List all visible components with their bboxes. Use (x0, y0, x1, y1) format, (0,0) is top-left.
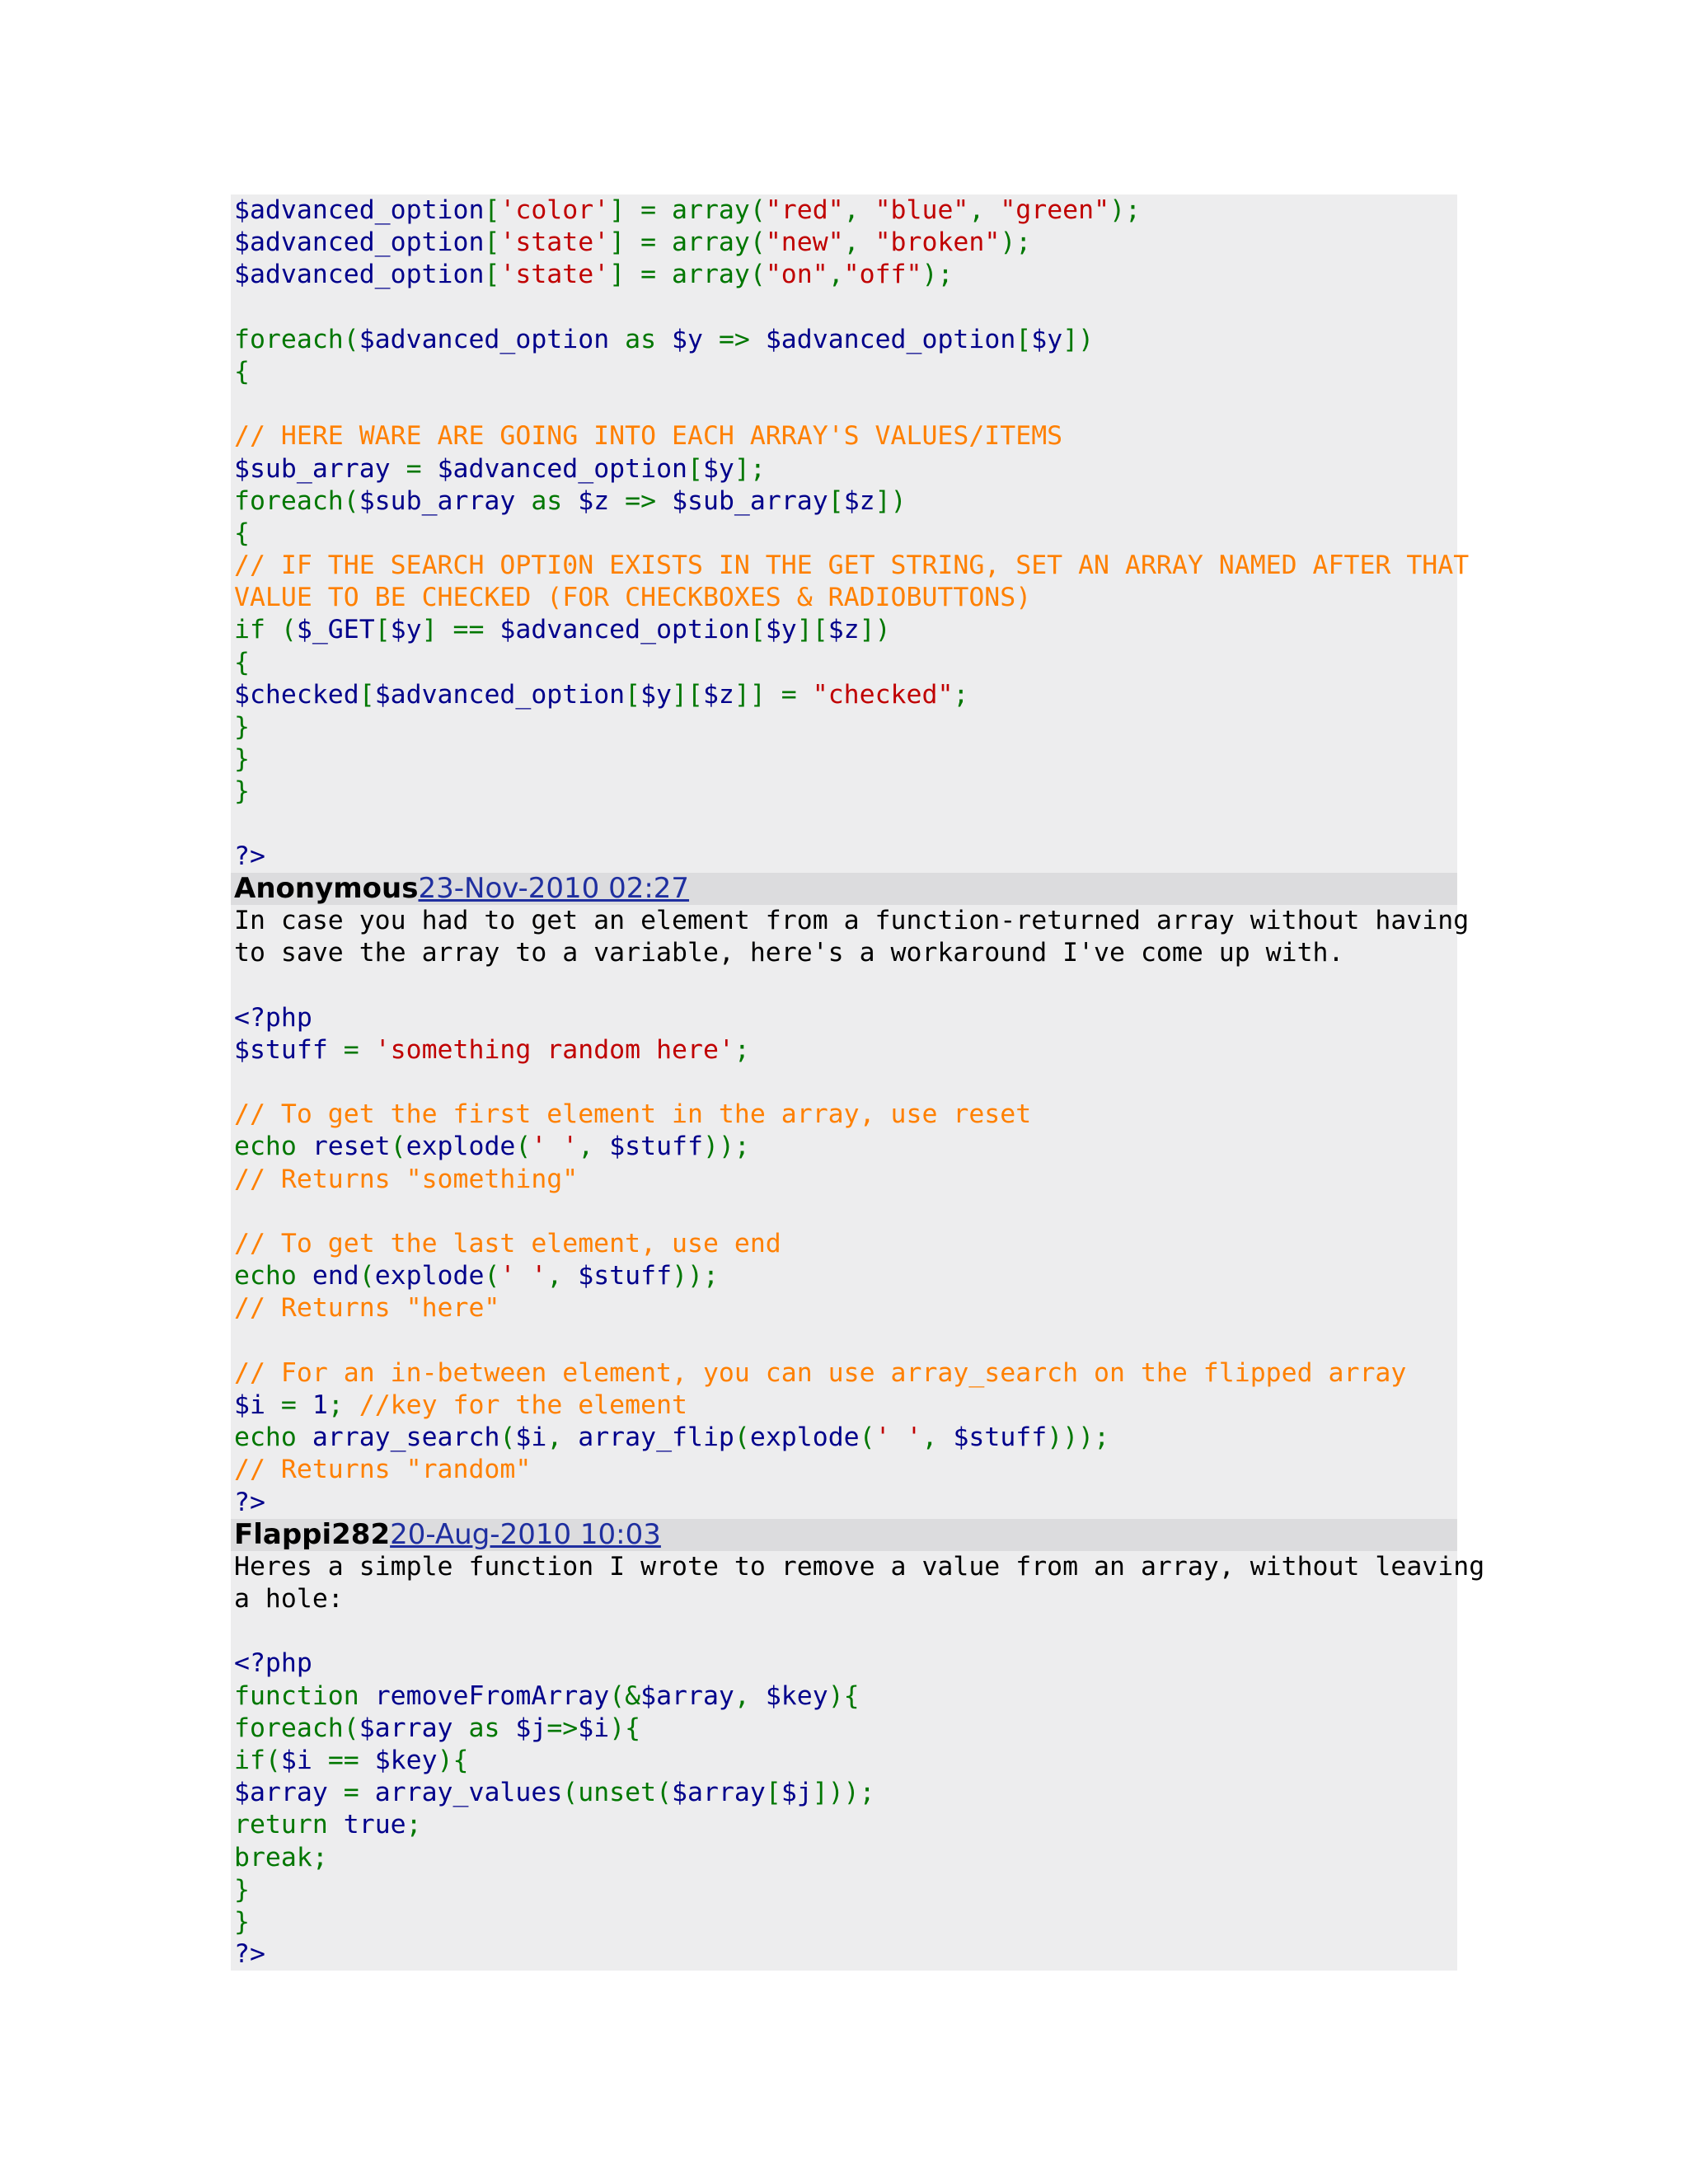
code-line (234, 1357, 1457, 1390)
code-token-default: $z (828, 615, 860, 645)
code-line (234, 1325, 1457, 1357)
code-token-default: $i (280, 1746, 328, 1775)
note-code (231, 1002, 1457, 1519)
code-token-keyword: { (234, 356, 250, 387)
code-token-keyword: } (234, 744, 250, 775)
code-token-keyword: , (578, 1132, 610, 1162)
code-token-default: removeFromArray (374, 1680, 610, 1711)
code-token-keyword: ]; (734, 453, 766, 484)
code-token-default: $checked (234, 679, 359, 710)
code-token-keyword: ]) (1062, 324, 1095, 354)
code-token-keyword: ){ (828, 1680, 860, 1711)
code-line (234, 1164, 1457, 1196)
text-line (234, 970, 1457, 1002)
code-line (234, 453, 1457, 485)
code-line (234, 420, 1457, 452)
code-token-default: $advanced_option (437, 453, 687, 484)
code-token-default: $z (702, 679, 734, 710)
code-token-keyword: ( (359, 1261, 375, 1291)
code-token-keyword: ))); (1047, 1422, 1110, 1453)
code-token-keyword: ){ (437, 1746, 469, 1775)
code-token-keyword: , (843, 227, 875, 258)
code-token-default: $key (374, 1746, 438, 1775)
code-token-default: $array (640, 1680, 734, 1711)
code-token-keyword: ; (953, 679, 969, 710)
code-line (234, 518, 1457, 550)
code-token-keyword: (& (609, 1680, 641, 1711)
code-token-keyword: { (234, 518, 250, 548)
code-token-keyword: => (546, 1713, 579, 1743)
code-line (234, 711, 1457, 743)
code-token-keyword: ] == (421, 615, 500, 645)
code-token-string: "checked" (812, 679, 954, 710)
code-token-keyword: [ (484, 227, 500, 258)
code-token-keyword: { (234, 647, 250, 677)
code-token-keyword: [ (1015, 324, 1032, 354)
code-token-keyword: (unset( (562, 1778, 673, 1808)
code-token-keyword: } (234, 1906, 250, 1937)
code-token-string: 'state' (499, 260, 610, 290)
code-token-default: $stuff (234, 1034, 344, 1065)
code-token-keyword: , (546, 1261, 579, 1291)
code-token-keyword: ]) (859, 615, 891, 645)
code-token-default: $array (234, 1778, 344, 1808)
code-token-default: ?> (234, 841, 265, 871)
code-token-default: $stuff (953, 1422, 1048, 1453)
code-token-keyword: = (406, 453, 438, 484)
code-token-default: $advanced_option (765, 324, 1016, 354)
code-token-default: $advanced_option (234, 195, 485, 225)
code-token-default: <?php (234, 1002, 312, 1033)
code-token-keyword: ); (1000, 227, 1032, 258)
code-token-string: "on" (765, 260, 828, 290)
code-token-keyword: [ (625, 679, 641, 710)
code-token-keyword: , (734, 1680, 766, 1711)
code-token-keyword: = (343, 1778, 375, 1808)
code-token-keyword: echo (234, 1132, 312, 1162)
code-token-comment: // To get the last element, use end (234, 1229, 781, 1258)
code-token-default: $i (515, 1422, 547, 1453)
code-token-default: $_GET (296, 615, 375, 645)
code-line (234, 679, 1457, 711)
code-line (234, 194, 1457, 227)
code-token-default: $advanced_option (359, 324, 626, 354)
code-line (234, 841, 1457, 873)
note-header (231, 1519, 1457, 1551)
code-token-default: array_search (312, 1422, 500, 1453)
code-line (234, 776, 1457, 808)
code-token-keyword: , (828, 260, 844, 290)
note-code (231, 194, 1470, 873)
text-line: Heres a simple function I wrote to remove a value from an array, without leaving (234, 1551, 1485, 1582)
code-token-comment: // HERE WARE ARE GOING INTO EACH ARRAY'S VALUES/ITEMS (234, 421, 1063, 452)
code-line (234, 1454, 1457, 1486)
code-line (234, 1906, 1457, 1938)
code-token-comment: // To get the first element in the array, use reset (234, 1099, 1032, 1130)
code-token-keyword: ] = array( (609, 227, 766, 258)
note-code (231, 1647, 1457, 1971)
code-line (234, 1745, 1457, 1777)
code-token-keyword: as (468, 1713, 516, 1743)
code-token-keyword: ( (734, 1422, 750, 1453)
code-token-string: "green" (1000, 195, 1110, 225)
code-token-keyword: as (531, 485, 579, 516)
code-token-default: $sub_array (672, 485, 828, 516)
code-line (234, 356, 1457, 388)
note-2 (231, 1517, 1485, 1971)
code-token-comment: // Returns "something" (234, 1164, 579, 1194)
code-line (234, 1647, 1457, 1680)
code-token-default: ?> (234, 1487, 265, 1517)
code-token-keyword: = (343, 1034, 375, 1065)
code-token-default: array_values (374, 1778, 563, 1808)
code-line (234, 1680, 1457, 1713)
code-line (234, 614, 1457, 646)
code-token-string: "red" (765, 195, 844, 225)
code-token-keyword: ]] = (734, 679, 813, 710)
code-token-keyword: [ (484, 195, 500, 225)
code-line (234, 1842, 1457, 1874)
code-token-keyword: if( (234, 1746, 281, 1775)
code-token-default: $advanced_option (234, 227, 485, 258)
code-token-keyword: [ (484, 260, 500, 290)
code-token-keyword: ); (921, 260, 954, 290)
code-token-default: $advanced_option (374, 679, 626, 710)
code-token-keyword: )); (672, 1261, 719, 1291)
code-token-comment: // IF THE SEARCH OPTI0N EXISTS IN THE GET STRING, SET AN ARRAY NAMED AFTER THAT (234, 551, 1470, 581)
code-token-default: <?php (234, 1648, 312, 1679)
code-token-keyword: , (843, 195, 875, 225)
code-token-default: ?> (234, 1939, 265, 1970)
notes-page (231, 194, 1485, 1971)
code-line (234, 1260, 1457, 1292)
code-token-default: $array (672, 1778, 766, 1808)
code-token-keyword: [ (765, 1778, 781, 1808)
note-author: Anonymous (234, 871, 419, 905)
code-token-keyword: ]) (874, 485, 907, 516)
code-token-keyword: [ (828, 485, 844, 516)
code-token-string: 'color' (499, 195, 610, 225)
code-line (234, 1809, 1457, 1841)
code-token-string: ' ' (874, 1422, 922, 1453)
code-token-keyword: foreach( (234, 324, 359, 354)
code-line (234, 550, 1470, 582)
code-token-default: array_flip (578, 1422, 734, 1453)
code-token-default: $key (765, 1680, 828, 1711)
code-token-keyword: foreach( (234, 1713, 359, 1743)
code-line (234, 808, 1457, 841)
code-token-string: ' ' (499, 1261, 547, 1291)
code-token-keyword: [ (374, 615, 391, 645)
code-token-default: 1 (312, 1390, 328, 1420)
code-line (234, 1099, 1457, 1131)
code-token-keyword: ; (406, 1810, 422, 1840)
code-token-string: "new" (765, 227, 844, 258)
code-line (234, 1228, 1457, 1260)
code-token-default: $stuff (578, 1261, 673, 1291)
code-line (234, 582, 1457, 614)
code-token-string: 'something random here' (374, 1034, 734, 1065)
code-token-keyword: ( (859, 1422, 875, 1453)
code-token-default: $z (843, 485, 875, 516)
note-1 (231, 871, 1470, 1519)
code-token-keyword: ][ (796, 615, 828, 645)
code-line (234, 1874, 1457, 1906)
text-line (234, 1615, 1457, 1647)
code-token-keyword: [ (749, 615, 766, 645)
code-token-keyword: return (234, 1810, 344, 1840)
code-line (234, 1487, 1457, 1519)
code-line (234, 1002, 1457, 1034)
code-token-default: $i (578, 1713, 610, 1743)
code-line (234, 1292, 1457, 1324)
code-token-default: true (343, 1810, 406, 1840)
code-token-string: ' ' (531, 1132, 579, 1162)
text-line: to save the array to a variable, here's a workaround I've come up with. (234, 938, 1344, 968)
code-token-string: "broken" (874, 227, 1001, 258)
code-token-comment: VALUE TO BE CHECKED (FOR CHECKBOXES & RADIOBUTTONS) (234, 583, 1032, 613)
code-token-default: $i (234, 1390, 281, 1420)
code-token-string: "blue" (874, 195, 969, 225)
code-token-keyword: ( (390, 1132, 406, 1162)
code-token-keyword: )); (703, 1132, 750, 1162)
code-token-keyword: ( (515, 1132, 532, 1162)
code-token-default: $sub_array (234, 453, 406, 484)
code-token-keyword: echo (234, 1422, 312, 1453)
code-line (234, 1390, 1457, 1422)
code-token-keyword: [ (687, 453, 703, 484)
code-token-default: $z (578, 485, 626, 516)
code-line (234, 743, 1457, 776)
code-line (234, 485, 1457, 518)
code-token-default: $j (781, 1778, 813, 1808)
code-token-comment: //key for the element (359, 1390, 688, 1420)
code-token-keyword: ){ (609, 1713, 641, 1743)
code-token-keyword: == (327, 1746, 375, 1775)
code-token-keyword: ( (484, 1261, 500, 1291)
code-token-default: $stuff (609, 1132, 703, 1162)
code-token-default: $array (359, 1713, 469, 1743)
code-line (234, 1777, 1457, 1809)
note-text (231, 1551, 1485, 1648)
code-token-keyword: => (718, 324, 766, 354)
code-token-default: $y (672, 324, 719, 354)
code-token-keyword: as (625, 324, 673, 354)
code-line (234, 227, 1457, 259)
note-date-link[interactable]: 20-Aug-2010 10:03 (390, 1517, 661, 1551)
code-token-keyword: => (625, 485, 673, 516)
code-token-default: $advanced_option (499, 615, 750, 645)
code-token-string: 'state' (499, 227, 610, 258)
code-token-default: $y (1031, 324, 1063, 354)
code-token-keyword: ; (327, 1390, 359, 1420)
code-line (234, 1131, 1457, 1163)
code-token-string: "off" (843, 260, 922, 290)
code-token-default: explode (406, 1132, 516, 1162)
code-token-keyword: foreach( (234, 485, 359, 516)
code-token-default: $y (390, 615, 422, 645)
note-author: Flappi282 (234, 1517, 391, 1551)
code-token-keyword: , (546, 1422, 579, 1453)
code-token-keyword: ); (1109, 195, 1142, 225)
code-token-comment: // Returns "random" (234, 1455, 532, 1485)
code-token-default: reset (312, 1132, 391, 1162)
code-line (234, 1034, 1457, 1066)
code-token-keyword: break; (234, 1842, 328, 1872)
code-token-keyword: = (280, 1390, 312, 1420)
code-token-keyword: echo (234, 1261, 312, 1291)
code-token-default: $sub_array (359, 485, 532, 516)
code-token-default: end (312, 1261, 359, 1291)
code-line (234, 388, 1457, 420)
code-token-comment: // Returns "here" (234, 1293, 500, 1324)
code-token-default: $y (640, 679, 673, 710)
code-token-keyword: ] = array( (609, 195, 766, 225)
code-line (234, 292, 1457, 324)
code-line (234, 647, 1457, 679)
code-line (234, 1422, 1457, 1454)
note-date-link[interactable]: 23-Nov-2010 02:27 (418, 871, 690, 905)
code-token-default: explode (374, 1261, 485, 1291)
code-token-keyword: } (234, 1874, 250, 1905)
code-token-default: explode (749, 1422, 860, 1453)
code-line (234, 324, 1457, 356)
code-token-keyword: , (968, 195, 1001, 225)
code-line (234, 1938, 1457, 1971)
code-token-keyword: ][ (672, 679, 703, 710)
code-token-keyword: } (234, 776, 250, 807)
code-line (234, 1196, 1457, 1228)
code-token-keyword: [ (359, 679, 375, 710)
code-token-keyword: function (234, 1680, 375, 1711)
code-token-keyword: ; (734, 1034, 750, 1065)
code-token-keyword: } (234, 712, 250, 742)
code-token-keyword: ] = array( (609, 260, 766, 290)
code-token-default: $y (765, 615, 797, 645)
code-token-keyword: ])); (812, 1778, 875, 1808)
code-token-keyword: ( (499, 1422, 516, 1453)
code-line (234, 259, 1457, 291)
code-token-comment: // For an in-between element, you can use array_search on the flipped array (234, 1357, 1407, 1388)
code-token-keyword: , (921, 1422, 954, 1453)
text-line: In case you had to get an element from a function-returned array without having (234, 906, 1470, 936)
code-token-keyword: if ( (234, 615, 297, 645)
note-text (231, 905, 1470, 1002)
code-token-default: $j (515, 1713, 547, 1743)
code-token-default: $y (702, 453, 734, 484)
note-0 (231, 194, 1470, 873)
code-token-default: $advanced_option (234, 260, 485, 290)
code-line (234, 1066, 1457, 1099)
note-header (231, 873, 1457, 905)
text-line: a hole: (234, 1584, 344, 1615)
code-line (234, 1713, 1457, 1745)
